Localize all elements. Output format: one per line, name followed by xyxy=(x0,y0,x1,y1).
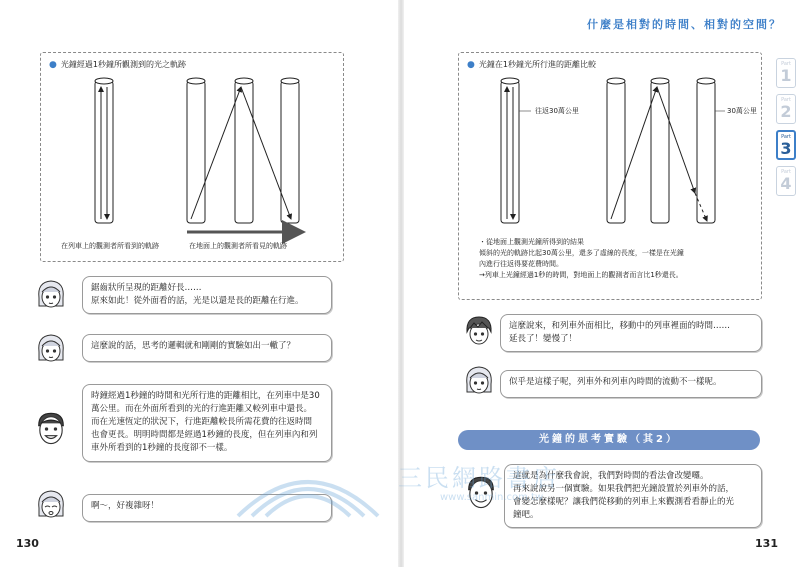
dialogue-line: 萬公里。而在外面所看到的光的行進距離又較列車中還長。 xyxy=(91,404,313,414)
section-heading: 光鐘的思考實驗（其2） xyxy=(458,430,760,450)
note-line: 傾斜的光的軌跡比起30萬公里，還多了虛線的長度，一樣是在光鐘 xyxy=(479,249,684,257)
dialogue-line: 原來如此！從外面看的話，光是以還是長的距離在行進。 xyxy=(91,296,304,306)
character-avatar-girl xyxy=(34,278,68,312)
light-clock-tube xyxy=(235,81,253,223)
dialogue-line: 鐘吧。 xyxy=(513,510,539,520)
part-tab-2[interactable] xyxy=(776,94,796,124)
dialogue-line: 車外所看到的1秒鐘的長度卻不一樣。 xyxy=(91,443,233,453)
dialogue-bubble xyxy=(500,314,762,352)
character-avatar-girl xyxy=(34,488,68,522)
light-clock-diagram-left xyxy=(41,53,343,261)
right-figure-box xyxy=(458,52,762,300)
part-tab-4[interactable] xyxy=(776,166,796,196)
watermark-url: www.sanmin.com.tw xyxy=(440,492,544,503)
figure-notes xyxy=(479,237,759,281)
dialogue-line: 時鐘經過1秒鐘的時間和光所行進的距離相比，在列車中是30 xyxy=(91,391,320,401)
note-line: 內進行往返得要花費時間。 xyxy=(479,260,563,268)
left-figure-box xyxy=(40,52,344,262)
part-tab-number: 4 xyxy=(780,174,792,193)
character-avatar-teacher xyxy=(462,474,500,512)
part-tab-1[interactable] xyxy=(776,58,796,88)
part-tabs xyxy=(776,58,798,202)
part-tab-label: Part xyxy=(781,134,791,140)
dialogue-line: 再來說說另一個實驗。如果我們把光鐘設置於列車外的話， xyxy=(513,484,735,494)
page-header-title: 什麼是相對的時間、相對的空間？ xyxy=(587,18,782,31)
dialogue-line: 這麼說來，和列車外面相比，移動中的列車裡面的時間…… xyxy=(509,321,731,331)
left-figure-title-text: 光鐘經過1秒鐘所觀測到的光之軌跡 xyxy=(60,60,186,69)
dialogue-line: 這就是為什麼我會說，我們對時間的看法會改變囉。 xyxy=(513,471,709,481)
watermark-text: 三民網路書店 xyxy=(398,464,560,492)
dialogue-line: 會變怎麼樣呢？讓我們從移動的列車上來觀測看看靜止的光 xyxy=(513,497,735,507)
dialogue-line: 而在光速恆定的狀況下，行進距離較長所需花費的往返時間 xyxy=(91,417,313,427)
part-tab-label: Part xyxy=(781,169,791,175)
light-clock-tube xyxy=(187,81,205,223)
label-distance-30: 30萬公里 xyxy=(727,107,757,115)
dialogue-bubble xyxy=(82,276,332,314)
caption-ground-observer: 在地面上的觀測者所看見的軌跡 xyxy=(189,242,287,250)
part-tab-number: 2 xyxy=(780,102,792,121)
light-clock-tube xyxy=(95,81,113,223)
dialogue-line: 這麼說的話，思考的邏輯就和剛剛的實驗如出一轍了？ xyxy=(91,341,296,351)
light-clock-tube xyxy=(651,81,669,223)
part-tab-label: Part xyxy=(781,61,791,67)
light-clock-tube xyxy=(607,81,625,223)
light-clock-tube xyxy=(501,81,519,223)
part-tab-number: 1 xyxy=(780,66,792,85)
character-avatar-teacher xyxy=(32,410,70,448)
caption-train-observer: 在列車上的觀測者所看到的軌跡 xyxy=(61,242,159,250)
character-avatar-girl xyxy=(462,364,496,398)
note-line: →列車上光鐘經過1秒的時間，對地面上的觀測者而言比1秒還長。 xyxy=(479,271,683,279)
bullet-icon: ● xyxy=(467,60,475,70)
page-number-right: 131 xyxy=(755,537,778,550)
light-clock-tube xyxy=(697,81,715,223)
note-line: ・從地面上觀測光鐘所得到的結果 xyxy=(479,238,584,246)
character-avatar-girl xyxy=(34,332,68,366)
part-tab-3[interactable] xyxy=(776,130,796,160)
bullet-icon: ● xyxy=(49,60,57,70)
dialogue-line: 啊～，好複雜呀！ xyxy=(91,501,160,511)
part-tab-label: Part xyxy=(781,97,791,103)
right-figure-title-text: 光鐘在1秒鐘光所行進的距離比較 xyxy=(478,60,596,69)
dialogue-line: 也會更長。明明時間都是經過1秒鐘的長度，但在列車內和列 xyxy=(91,430,318,440)
dialogue-line: 延長了！變慢了！ xyxy=(509,334,578,344)
dialogue-bubble xyxy=(504,464,762,528)
dialogue-bubble xyxy=(82,384,332,462)
dialogue-bubble xyxy=(82,494,332,522)
label-round-trip-distance: 往返30萬公里 xyxy=(535,107,579,115)
character-avatar-boy xyxy=(462,314,496,348)
part-tab-number: 3 xyxy=(780,139,792,158)
dialogue-bubble xyxy=(82,334,332,362)
book-gutter xyxy=(398,0,404,567)
dialogue-line: 似乎是這樣子呢，列車外和列車內時間的流動不一樣呢。 xyxy=(509,377,722,387)
dialogue-line: 鋸齒狀所呈現的距離好長…… xyxy=(91,283,202,293)
page-number-left: 130 xyxy=(16,537,39,550)
dialogue-bubble xyxy=(500,370,762,398)
light-clock-tube xyxy=(281,81,299,223)
